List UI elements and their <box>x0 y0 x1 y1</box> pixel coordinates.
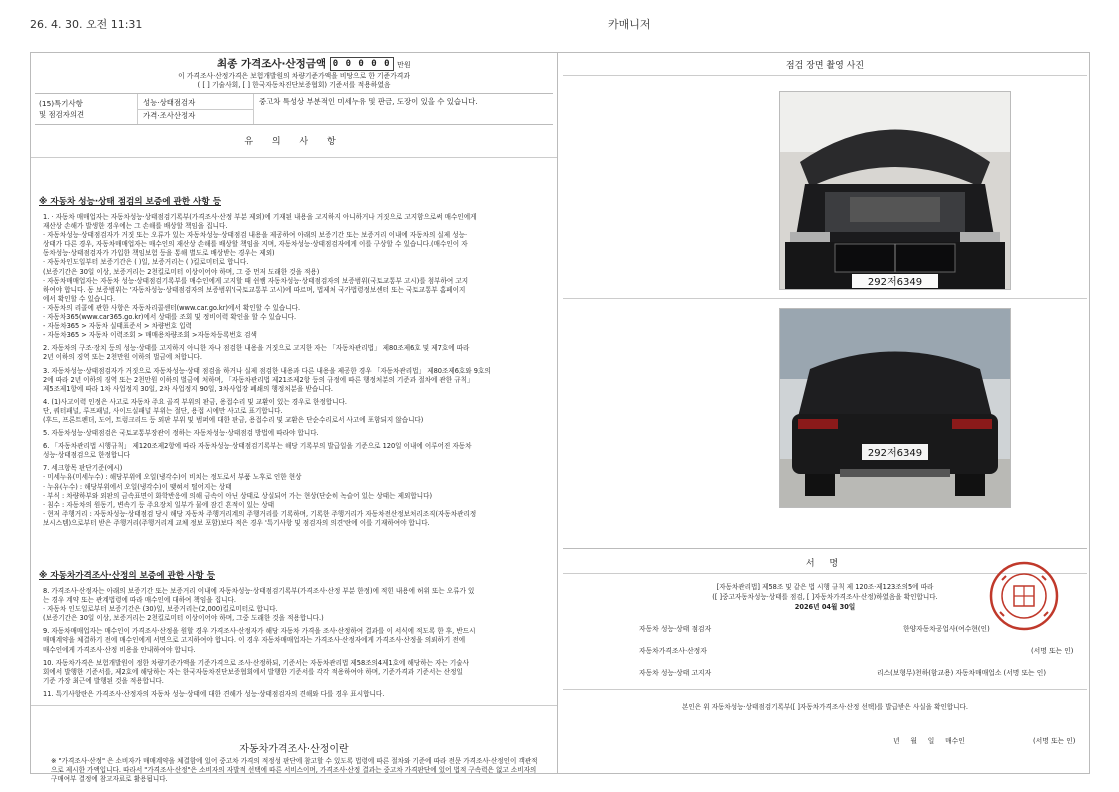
section2-line: 매수인에게 가격조사·산정 비용을 안내하여야 합니다. <box>43 645 196 654</box>
section1-line: · 부식 : 차량하부와 외판의 금속표면이 화학반응에 의해 금속이 아닌 상태로 상실되어 가는 현상(단순히 녹슬어 있는 상태는 제외합니다) <box>43 491 433 500</box>
section2-line: 9. 자동차매매업자는 매수인이 가격조사·산정을 원할 경우 가격조사·산정자가 해당 자동차 가격을 조사·산정하여 결과를 이 서식에 적도록 한 후, 반드시 <box>43 627 476 636</box>
section2-line: 8. 가격조사·산정자는 아래의 보증기간 또는 보증거리 이내에 자동차성능·상태점검기록부(가격조사·산정 부분 한정)에 적힌 내용에 허위 또는 오류가 있 <box>43 587 475 595</box>
rear-view-photo <box>779 308 1011 508</box>
appraisal-definition-title: 자동차가격조사·산정이란 <box>239 744 349 755</box>
special-notes-table <box>35 93 553 125</box>
section1-line: · 자동차매매업자는 자동차 성능·상태점검기록부를 매수인에게 고지할 때 쉰쌤 자동차성능·상태점검자의 보증범위(국토교통부 고시)를 첨부하여 고지 <box>43 276 469 285</box>
section1-heading: ※ 자동차 성능·상태 점검의 보증에 관한 사항 등 <box>39 197 221 207</box>
appraisal-definition-text: ※ "가격조사·산정" 은 소비자가 매매계약을 체결함에 있어 중고차 가격의 적정성 판단에 참고할 수 있도록 법령에 따른 절차와 기준에 따라 전문 가격조사·산정인이 객관적으로 제시한 가액입니다. 따라서 "가격조사·산정"은 소비자의 자발적 선택에 따른 서비스이며, 가격조사·산정 결과는 중고차 가격판단에 있어 법적 구속력은 없고 소비자의 구매여부 결정에 참고자료로 활용됩니다. <box>51 757 538 784</box>
notice-title: 유 의 사 항 <box>244 137 344 147</box>
section1-line: · 자동차성능·상태점검자가 거짓 또는 오류가 있는 자동차성능·상태점검 내용을 제공하여 아래의 보증기간 또는 보증거리 이내에 자동차의 실제 성능· <box>43 231 468 240</box>
section2-line: 회에서 발행한 기준서를, 제2호에 해당하는 자는 한국자동차진단보증협회에서 발행한 기준서를 각각 적용하여야 하며, 기준가격과 기준서는 산정일 <box>43 667 463 676</box>
section1-line: · 자동차의 리콜에 관한 사항은 자동차리콜센터(www.car.go.kr)에서 확인할 수 있습니다. <box>43 303 301 312</box>
section1-line: - 자동차365 > 자동차 실태표준서 > 차량번호 입력 <box>43 322 192 331</box>
role-inspector: 성능·상태점검자 <box>143 98 196 107</box>
section1-line: 3. 자동차성능·상태점검자가 거짓으로 자동차성능·상태 점검을 하거나 실제 점검한 내용과 다른 내용을 제공한 경우 「자동차관리법」 제80조제6호와 9호의 <box>43 366 491 375</box>
special-notes-roles <box>143 97 235 122</box>
section1-line: 상태가 다른 경우, 자동차매매업자는 매수인의 재산상 손해를 배상할 책임을 지며, 자동차성능·상태점검자에게 이를 구상할 수 있습니다.(매수인이 자 <box>43 240 468 249</box>
print-header-date: 26. 4. 30. 오전 11:31 <box>30 18 143 31</box>
section1-line: 동차성능·상태점검자가 가입한 책임보험 등을 통해 별도로 배상받는 경우는 제외) <box>43 249 275 258</box>
section2-line: 10. 자동차가격은 보험개발원이 정한 차량기준가액을 기준가격으로 조사·산정하되, 기준서는 자동차관리법 제58조의4제1호에 해당하는 자는 기술사 <box>43 658 470 667</box>
right-column <box>563 53 1087 773</box>
section1-line: · 침수 : 자동차의 원동기, 변속기 등 주요장치 일부가 물에 잠긴 흔적이 있는 상태 <box>43 500 275 509</box>
left-column <box>31 53 558 784</box>
section1-line: 2에 따라 2년 이하의 징역 또는 2천만원 이하의 벌금에 처하며, 「자동차관리법 제21조제2항 등의 규정에 따른 행정처분의 기준과 절차에 관한 규칙」 <box>43 375 474 384</box>
section1-line: 단, 쿼터패널, 루프패널, 사이드실패널 부위는 절단, 용접 시에만 사고로 표기합니다. <box>43 406 283 415</box>
section1-line: · 누유(누수) : 해당부위에서 오일(냉각수)이 맺혀서 떨어지는 상태 <box>43 482 232 491</box>
buyer-sign-hint: (서명 또는 인) <box>1033 737 1076 745</box>
print-header-title: 카매니저 <box>608 18 651 31</box>
signer-row-notifier <box>639 667 1079 677</box>
section1-line: 2. 자동차의 구조·장치 등의 성능·상태를 고지하지 아니한 자나 점검한 내용을 거짓으로 고지한 자는 「자동차관리법」 제80조제6호 및 제7호에 따라 <box>43 344 470 353</box>
rear-plate-text: 292저6349 <box>867 448 923 459</box>
receipt-confirmation: 본인은 위 자동차성능·상태점검기록부([ ]자동차가격조사·산정 선택)를 발급받은 사실을 확인합니다. <box>681 703 969 711</box>
section1-line: (후드, 프론트펜더, 도어, 트렁크리드 등 외판 부위 및 범퍼에 대한 판금, 용접수리 및 교환은 단순수리로서 사고에 포함되지 않습니다) <box>43 415 424 424</box>
special-notes-text: 중고차 특성상 부분적인 미세누유 및 판금, 도장이 있을 수 있습니다. <box>259 97 478 106</box>
special-notes-label-1: (15)특기사항 <box>39 99 83 108</box>
signature-date: 2026년 04월 30일 <box>794 603 856 611</box>
section1-line: · 자동차365(www.car365.go.kr)에서 상태를 조회 및 정비이력 확인을 할 수 있습니다. <box>43 313 297 322</box>
final-price-label: 최종 가격조사·산정금액 <box>217 58 327 71</box>
section1-body <box>43 213 549 528</box>
section2-line: · 자동차 인도일로부터 보증기간은 (30)일, 보증거리는(2,000)킬로미터로 합니다. <box>43 605 278 614</box>
section1-line: 성능·상태점검으로 한정합니다 <box>43 451 130 460</box>
legal-basis-line: [자동차관리법] 제58조 및 같은 법 시행 규칙 제 120조·제123조의5에 따라 <box>716 583 934 591</box>
signer-label: 자동차 성능·상태 점검자 <box>639 625 712 633</box>
final-price-title <box>217 57 411 72</box>
section1-line: 1. · 자동차 매매업자는 자동차성능·상태점검기록부(가격조사·산정 부분 제외)에 기재된 내용을 고지하지 아니하거나 거짓으로 고지함으로써 매수인에게 <box>43 213 477 221</box>
section2-body <box>43 587 549 699</box>
section2-line: 기준 가장 최근에 발행된 것을 적용합니다. <box>43 676 164 685</box>
signer-value: 리스(보형무)천하(함교용) 자동차매매업소 (서명 또는 인) <box>877 669 1046 677</box>
buyer-date-line: 년 월 일 매수인 <box>893 737 965 745</box>
section2-line: 11. 특기사항란은 가격조사·산정자의 자동차 성능·상태에 대한 견해가 성능·상태점검자의 견해와 다를 경우 표시합니다. <box>43 689 385 698</box>
engine-bay-photo <box>779 91 1011 290</box>
section1-line: 재산상 손해가 발생한 경우에는 그 손해를 배상할 책임을 집니다. <box>43 222 228 231</box>
price-digit-boxes: 0 0 0 0 0 <box>330 57 394 71</box>
confirmation-line: ([ ]중고자동차성능·상태를 점검, [ ]자동차가격조사·산정)하였음을 확인합니다. <box>712 593 938 601</box>
price-unit: 만원 <box>397 61 411 70</box>
signer-label: 자동차 성능·상태 고지자 <box>639 669 712 677</box>
section1-line: 보시스템)으로부터 받은 주행거리(주행거리계 교체 정보 포함)보다 적은 경우 '특기사항 및 점검자의 의견'란에 이를 기재하여야 합니다. <box>43 518 430 527</box>
section1-line: 4. (1)사고이력 인정은 사고로 자동차 주요 골격 부위의 판금, 용접수리 및 교환이 있는 경우로 한정합니다. <box>43 397 347 406</box>
section1-line: - 자동차365 > 자동차 이력조회 > 매매용차량조회 >자동차등록번호 검색 <box>43 331 257 340</box>
section2-heading: ※ 자동차가격조사·산정의 보증에 관한 사항 등 <box>39 571 216 581</box>
section2-line: (보증기간은 30일 이상, 보증거리는 2천킬로미터 이상이어야 하며, 그중 도래한 것을 적용합니다.) <box>43 614 324 623</box>
section1-line: 7. 세크항목 판단기준(예시) <box>43 464 123 473</box>
photo-section-title: 점검 장면 촬영 사진 <box>785 61 865 71</box>
official-seal-icon <box>988 560 1060 632</box>
section1-line: · 미세누유(미세누수) : 해당부위에 오일(냉각수)이 비치는 정도로서 부품 노후로 인한 현상 <box>43 473 302 482</box>
section1-line: 에서 확인할 수 있습니다. <box>43 294 116 303</box>
section1-line: 하여야 합니다. 동 보증범위는 '자동차성능·상태점검자의 보증범위'(국토교통부 고시)에 따르며, 법제처 국가법령정보센터 또는 국토교통부 홈페이지 <box>43 285 466 294</box>
signer-row-appraiser <box>639 645 1079 655</box>
signature-title: 서 명 <box>805 559 845 569</box>
section1-line: 6. 「자동차관리법 시행규칙」 제120조제2항에 따라 자동차성능·상태점검기록부는 해당 기록부의 발급일을 기준으로 120일 이내에 이루어진 자동차 <box>43 442 472 451</box>
signer-value: 한양자동차공업사(여수현(인) <box>903 625 990 633</box>
signer-label: 자동차가격조사·산정자 <box>639 647 707 655</box>
section2-line: 매매계약을 체결하기 전에 매수인에게 서면으로 고지하여야 합니다. 이 경우 자동차매매업자는 가격조사·산정자에게 가격조사·산정을 의뢰하기 전에 <box>43 636 466 645</box>
section1-line: · 현저 주행거리 : 자동차성능·상태점검 당시 해당 자동차 주행거리계의 주행거리를 기록하며, 기록한 주행거리가 자동차전산정보처리조직(자동차관리정 <box>43 509 477 518</box>
section1-line: (보증기간은 30일 이상, 보증거리는 2천킬로미터 이상이어야 하며, 그 중 먼저 도래한 것을 적용) <box>43 267 320 276</box>
role-appraiser: 가격·조사산정자 <box>143 110 196 120</box>
section1-line: 제5조제1항에 따라 1차 사업정지 30일, 2차 사업정지 90일, 3차사업장 폐쇄의 행정처분을 받습니다. <box>43 384 334 393</box>
special-notes-label-2: 및 점검자의견 <box>39 109 85 119</box>
section2-line: 는 경우 계약 또는 관계법령에 따라 매수인에 대하여 책임을 집니다. <box>43 596 236 605</box>
special-notes-label <box>39 99 129 120</box>
inspection-document <box>30 52 1090 784</box>
price-standard-line: ( [ ] 기술사회, [ ] 한국자동차진단보증협회) 기준서를 적용하였음 <box>197 81 391 89</box>
signer-value: (서명 또는 인) <box>1031 647 1074 655</box>
section1-line: 2년 이하의 징역 또는 2천만원 이하의 벌금에 처합니다. <box>43 353 202 362</box>
section1-line: 5. 자동차성능·상태점검은 국토교통부장관이 정하는 자동차성능·상태점검 방법에 따라야 합니다. <box>43 429 319 438</box>
section1-line: · 자동차인도일부터 보증기간은 ( )일, 보증거리는 ( )킬로미터로 합니다. <box>43 258 249 267</box>
price-basis-line: 이 가격조사·산정가격은 보험개발원의 차량기준가액을 비탕으로 한 기준가격과 <box>178 72 410 80</box>
front-plate-text: 292저6349 <box>867 277 923 288</box>
